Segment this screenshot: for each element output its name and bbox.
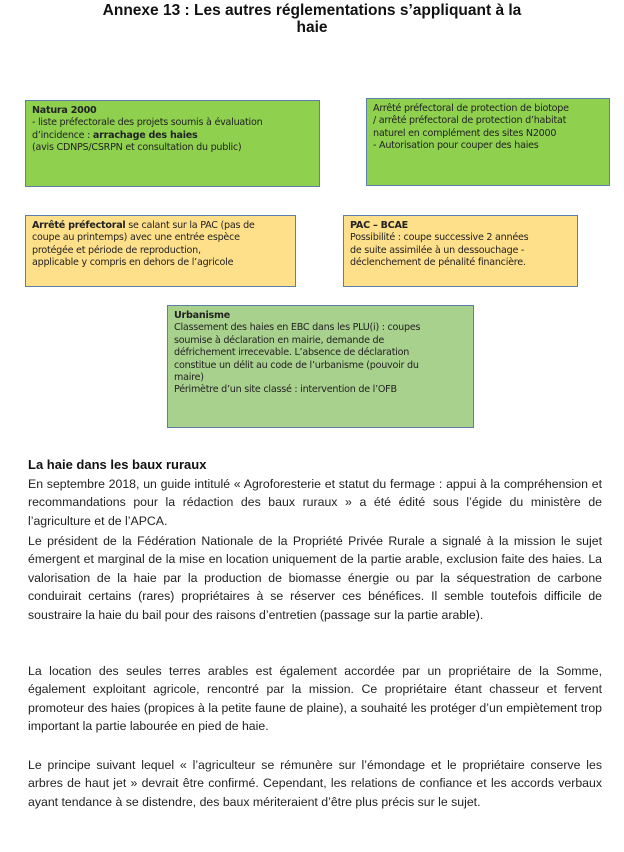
box-text: (avis CDNPS/CSRPN et consultation du public) [32,142,242,154]
title-line-1: Annexe 13 : Les autres réglementations s’appliquant à la [102,2,522,19]
box-text: coupe au printemps) avec une entrée espèce [32,232,240,244]
page-title [0,2,624,36]
box-arrete-prefectoral-pac [25,215,296,287]
box-text: Possibilité : coupe successive 2 années [350,232,529,244]
paragraph: En septembre 2018, un guide intitulé « Agroforesterie et statut du fermage : appui à la compréhension et recommandations pour la rédaction des baux ruraux » a été édité sous l’égide du ministère de l’agriculture et de l’APCA. [28,477,602,528]
box-natura-2000 [25,100,320,187]
box-text: Arrêté préfectoral se calant sur la PAC (pas de [32,220,255,231]
box-text: constitue un délit au code de l’urbanisme (pouvoir du [174,359,419,371]
box-text: défrichement irrecevable. L’absence de déclaration [174,347,410,359]
box-text: de suite assimilée à un dessouchage - [350,244,525,256]
box-text: Classement des haies en EBC dans les PLU(i) : coupes [174,322,421,334]
paragraph: Le principe suivant lequel « l’agriculteur se rémunère sur l’émondage et le propriétaire conserve les arbres de haut jet » devrait être confirmé. Cependant, les relations de confiance et les accords verbaux ayant tendance à se distendre, des baux mériteraient d’être plus précis sur le sujet. [28,758,602,809]
box-text: Périmètre d’un site classé : intervention de l’OFB [174,384,397,396]
section-heading: La haie dans les baux ruraux [28,457,207,472]
box-arrete-biotope [366,98,610,186]
box-heading: Urbanisme [174,310,230,321]
box-urbanisme [167,305,474,428]
title-line-2: haie [296,19,328,36]
box-pac-bcae [343,215,578,287]
box-text: maire) [174,372,204,384]
box-text: - liste préfectorale des projets soumis à évaluation [32,117,263,129]
box-text: déclenchement de pénalité financière. [350,257,526,269]
box-text: Arrêté préfectoral de protection de biotope [373,103,569,114]
box-text: naturel en complément des sites N2000 [373,127,557,139]
box-text: / arrêté préfectoral de protection d’habitat [373,115,567,127]
box-heading: Natura 2000 [32,105,97,116]
box-text: - Autorisation pour couper des haies [373,140,539,152]
box-text: applicable y compris en dehors de l’agricole [32,257,234,269]
box-text: soumise à déclaration en mairie, demande de [174,334,385,346]
box-heading: PAC – BCAE [350,220,408,231]
paragraph: Le président de la Fédération Nationale de la Propriété Privée Rurale a signalé à la mission le sujet émergent et marginal de la mise en location uniquement de la partie arable, exclusion faite des haies. La valorisation de la haie par la production de biomasse énergie ou par la séquestration de carbone conduirait certains (rares) propriétaires à se réserver ces bénéfices. Il semble toutefois difficile de soustraire la haie du bail pour des raisons d’entretien (passage sur la partie arable). [28,534,602,622]
box-text: protégée et période de reproduction, [32,244,201,256]
box-text: d’incidence : arrachage des haies [32,129,198,141]
paragraph: La location des seules terres arables est également accordée par un propriétaire de la Somme, également exploitant agricole, rencontré par la mission. Ce propriétaire étant chasseur et fervent promoteur des haies (propices à la petite faune de plaine), a souhaité les protéger d’un empiètement trop important la partie labourée en pied de haie. [28,664,602,734]
